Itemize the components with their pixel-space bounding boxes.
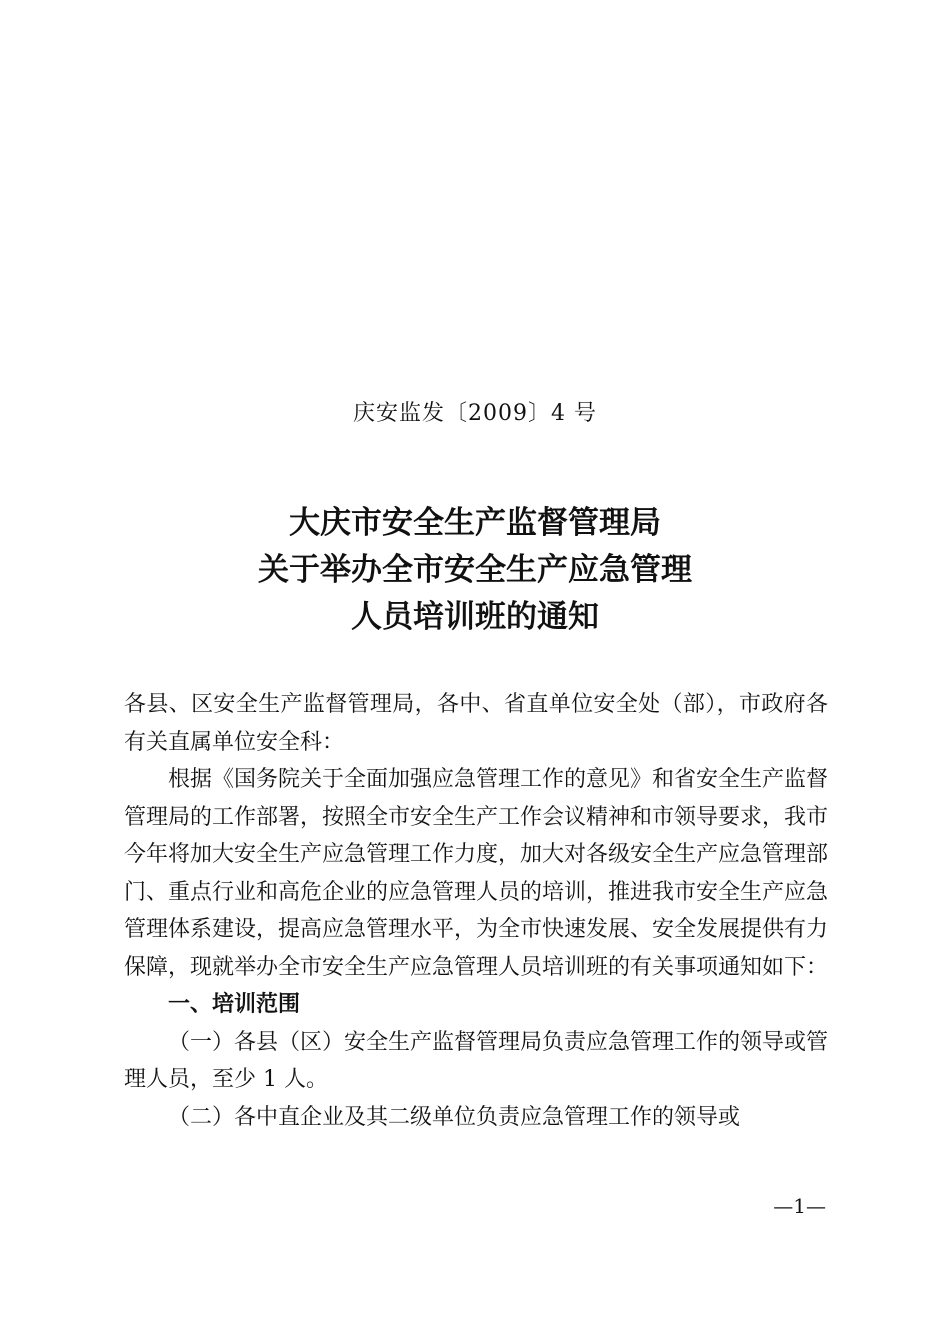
page-number: —1— [773, 1194, 826, 1218]
document-number: 庆安监发〔2009〕4 号 [353, 401, 597, 426]
list-item-county-bureaus: （一）各县（区）安全生产监督管理局负责应急管理工作的领导或管理人员，至少 1 人。 [124, 1029, 829, 1092]
document-title [0, 500, 950, 641]
title-line-2: 关于举办全市安全生产应急管理 [258, 552, 692, 588]
recipients-paragraph: 各县、区安全生产监督管理局，各中、省直单位安全处（部），市政府各有关直属单位安全科： [124, 692, 828, 755]
title-line-1: 大庆市安全生产监督管理局 [289, 505, 661, 541]
intro-paragraph: 根据《国务院关于全面加强应急管理工作的意见》和省安全生产监督管理局的工作部署，按照全市安全生产工作会议精神和市领导要求，我市今年将加大安全生产应急管理工作力度，加大对各级安全生产应急管理部门、重点行业和高危企业的应急管理人员的培训，推进我市安全生产应急管理体系建设，提高应急管理水平，为全市快速发展、安全发展提供有力保障，现就举办全市安全生产应急管理人员培训班的有关事项通知如下： [124, 767, 829, 980]
list-item-central-enterprises: （二）各中直企业及其二级单位负责应急管理工作的领导或 [168, 1104, 741, 1130]
section-heading-training-scope: 一、培训范围 [168, 992, 301, 1017]
document-body [124, 686, 828, 1136]
title-line-3: 人员培训班的通知 [351, 599, 599, 635]
